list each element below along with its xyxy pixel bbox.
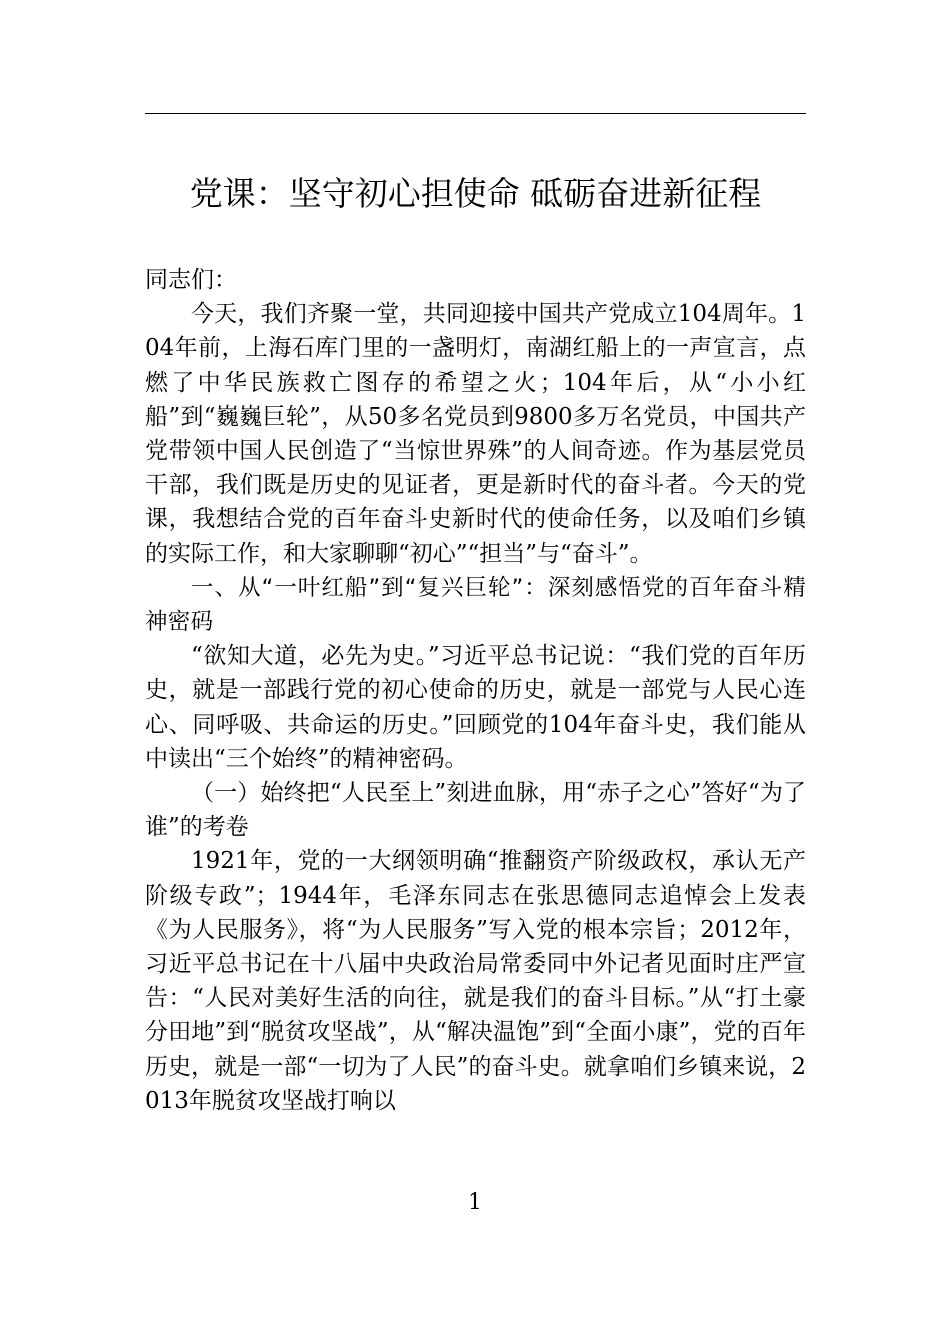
document-title: 党课：坚守初心担使命 砥砺奋进新征程 bbox=[189, 174, 762, 213]
paragraph-history: “欲知大道，必先为史。”习近平总书记说：“我们党的百年历史，就是一部践行党的初心使命的历史，就是一部党与人民心连心、同呼吸、共命运的历史。”回顾党的104年奋斗史，我们能从中读出“三个始终”的精神密码。 bbox=[145, 643, 806, 772]
paragraph-people-first: 1921年，党的一大纲领明确“推翻资产阶级政权，承认无产阶级专政”；1944年，毛泽东同志在张思德同志追悼会上发表《为人民服务》，将“为人民服务”写入党的根本宗旨；2012年，习近平总书记在十八届中央政治局常委同中外记者见面时庄严宣告：“人民对美好生活的向往，就是我们的奋斗目标。”从“打土豪分田地”到“脱贫攻坚战”，从“解决温饱”到“全面小康”，党的百年历史，就是一部“一切为了人民”的奋斗史。就拿咱们乡镇来说，2013年脱贫攻坚战打响以 bbox=[145, 848, 806, 1114]
document-body bbox=[145, 263, 806, 1118]
page-number: 1 bbox=[468, 1190, 482, 1215]
paragraph-intro: 今天，我们齐聚一堂，共同迎接中国共产党成立104周年。104年前，上海石库门里的一盏明灯，南湖红船上的一声宣言，点燃了中华民族救亡图存的希望之火；104年后，从“小小红船”到“巍巍巨轮”，从50多名党员到9800多万名党员，中国共产党带领中国人民创造了“当惊世界殊”的人间奇迹。作为基层党员干部，我们既是历史的见证者，更是新时代的奋斗者。今天的党课，我想结合党的百年奋斗史新时代的使命任务，以及咱们乡镇的实际工作，和大家聊聊“初心”“担当”与“奋斗”。 bbox=[145, 301, 806, 567]
subsection-heading-1: （一）始终把“人民至上”刻进血脉，用“赤子之心”答好“为了谁”的考卷 bbox=[145, 780, 806, 841]
header-rule bbox=[145, 113, 806, 114]
salutation: 同志们： bbox=[145, 267, 237, 293]
section-heading-1: 一、从“一叶红船”到“复兴巨轮”：深刻感悟党的百年奋斗精神密码 bbox=[145, 574, 806, 636]
